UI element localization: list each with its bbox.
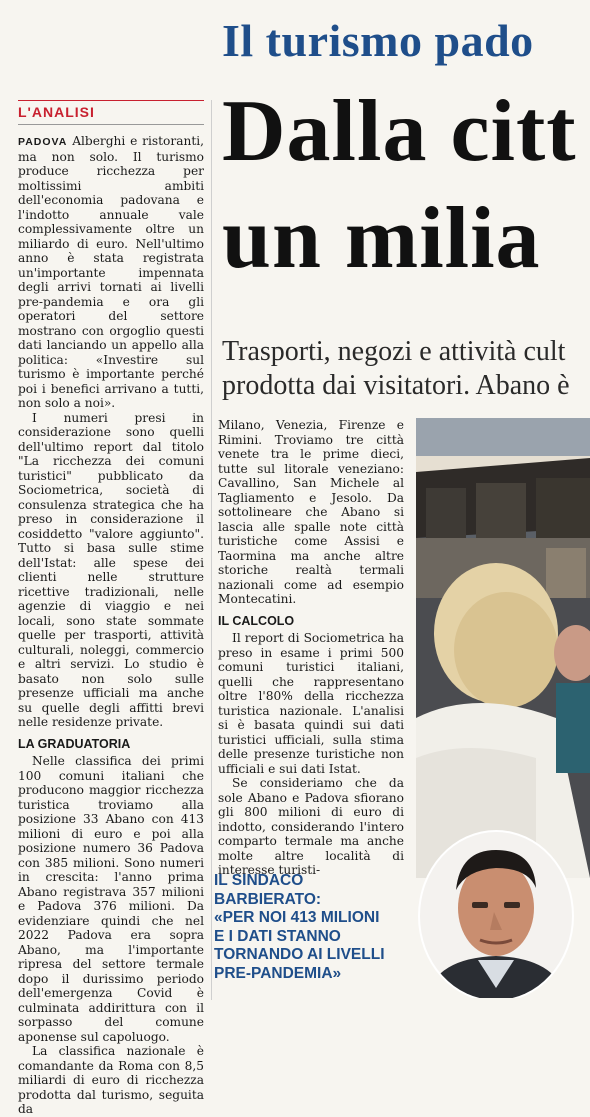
paragraph <box>18 134 204 411</box>
paragraph: Nelle classifica dei primi 100 comuni italiani che producono maggior ricchezza turistica troviamo alla posizione 33 Abano con 413 milioni di euro e poi alla posizione numero 36 Padova con 385 milioni. Sono numeri in crescita: l'anno prima Abano registrava 357 milioni e Padova 376 milioni. Da evidenziare quindi che nel 2022 Padova era sopra Abano, ma l'importante ripresa del settore termale dopo il durissimo periodo dell'emergenza Covid è culminata addirittura con il sorpasso del comune aponense sul capoluogo. <box>18 754 204 1044</box>
headline-line-1: Dalla citt <box>222 83 577 180</box>
analysis-top-rule <box>18 100 204 101</box>
paragraph: La classifica nazionale è comandante da Roma con 8,5 miliardi di euro di ricchezza prodotta dal turismo, seguita da <box>18 1044 204 1116</box>
market-photo <box>416 418 590 878</box>
quote-line: TORNANDO AI LIVELLI <box>214 946 385 963</box>
subhead-line-1: Trasporti, negozi e attività cult <box>222 336 566 367</box>
headline-line-2: un milia <box>222 190 541 287</box>
paragraph: Il report di Sociometrica ha preso in esame i primi 500 comuni turistici italiani, quelli che rappresentano oltre l'80% della ricchezza turistica nazionale. L'analisi si è basata quindi sui dati turistici ufficiali, sulla stima delle presenze turistiche non ufficiali e sui dati Istat. <box>218 631 404 776</box>
section-heading: LA GRADUATORIA <box>18 736 131 751</box>
quote-line: E I DATI STANNO <box>214 927 341 945</box>
paragraph-text: Alberghi e ristoranti, ma non solo. Il turismo produce ricchezza per moltissimi ambiti dell'economia padovana e l'indotto annuale vale complessivamente oltre un miliardo di euro. Nell'ultimo anno è stata registrata un'importante impennata degli arrivi tornati ai livelli pre-pandemia e ora gli operatori del settore mostrano con orgoglio questi dati lanciando un appello alla politica: «Investire sul turismo è importante perché poi i benefici arrivano a tutti, non solo a noi». <box>18 134 204 410</box>
article-column-1 <box>18 134 204 1117</box>
mayor-portrait <box>416 828 574 998</box>
dateline: PADOVA <box>18 136 68 148</box>
mayor-quote <box>214 872 424 983</box>
article-column-2 <box>218 418 404 878</box>
kicker-title: Il turismo pado <box>222 15 534 66</box>
quote-line: PRE-PANDEMIA» <box>214 964 342 982</box>
analysis-bottom-rule <box>18 124 204 125</box>
paragraph: Se consideriamo che da sole Abano e Padova sfiorano gli 800 milioni di euro di indotto, considerando l'intero comparto termale ma anche molte altre località di interesse turisti- <box>218 776 404 877</box>
analysis-label: L'ANALISI <box>18 104 95 120</box>
paragraph: I numeri presi in considerazione sono quelli dell'ultimo report dal titolo "La ricchezza dei comuni turistici" pubblicato da Sociometrica, società di consulenza strategica che ha preso in considerazione il cosiddetto "valore aggiunto". Tutto si basa sulle stime dell'Istat: alle spese dei clienti nelle strutture ricettive tradizionali, nelle agenzie di viaggio e nei locali, sono state sommate quelle per trasporti, attività culturali, noleggi, commercio e altri servizi. Lo studio è basato non solo sulle presenze ufficiali ma anche su quelle degli affitti brevi nelle residenze private. <box>18 410 204 729</box>
quote-line: IL SINDACO <box>214 872 304 889</box>
subhead-line-2: prodotta dai visitatori. Abano è <box>222 370 570 401</box>
column-divider <box>211 100 212 1000</box>
paragraph: Milano, Venezia, Firenze e Rimini. Troviamo tre città venete tra le prime dieci, tutte sul litorale veneziano: Cavallino, San Michele al Tagliamento e Jesolo. Da sottolineare che Abano si lascia alle spalle note città turistiche come Assisi e Taormina ma anche altre storiche realtà termali nazionali come ad esempio Montecatini. <box>218 418 404 606</box>
quote-line: «PER NOI 413 MILIONI <box>214 909 380 926</box>
quote-line: BARBIERATO: <box>214 890 322 908</box>
section-heading: IL CALCOLO <box>218 613 295 628</box>
